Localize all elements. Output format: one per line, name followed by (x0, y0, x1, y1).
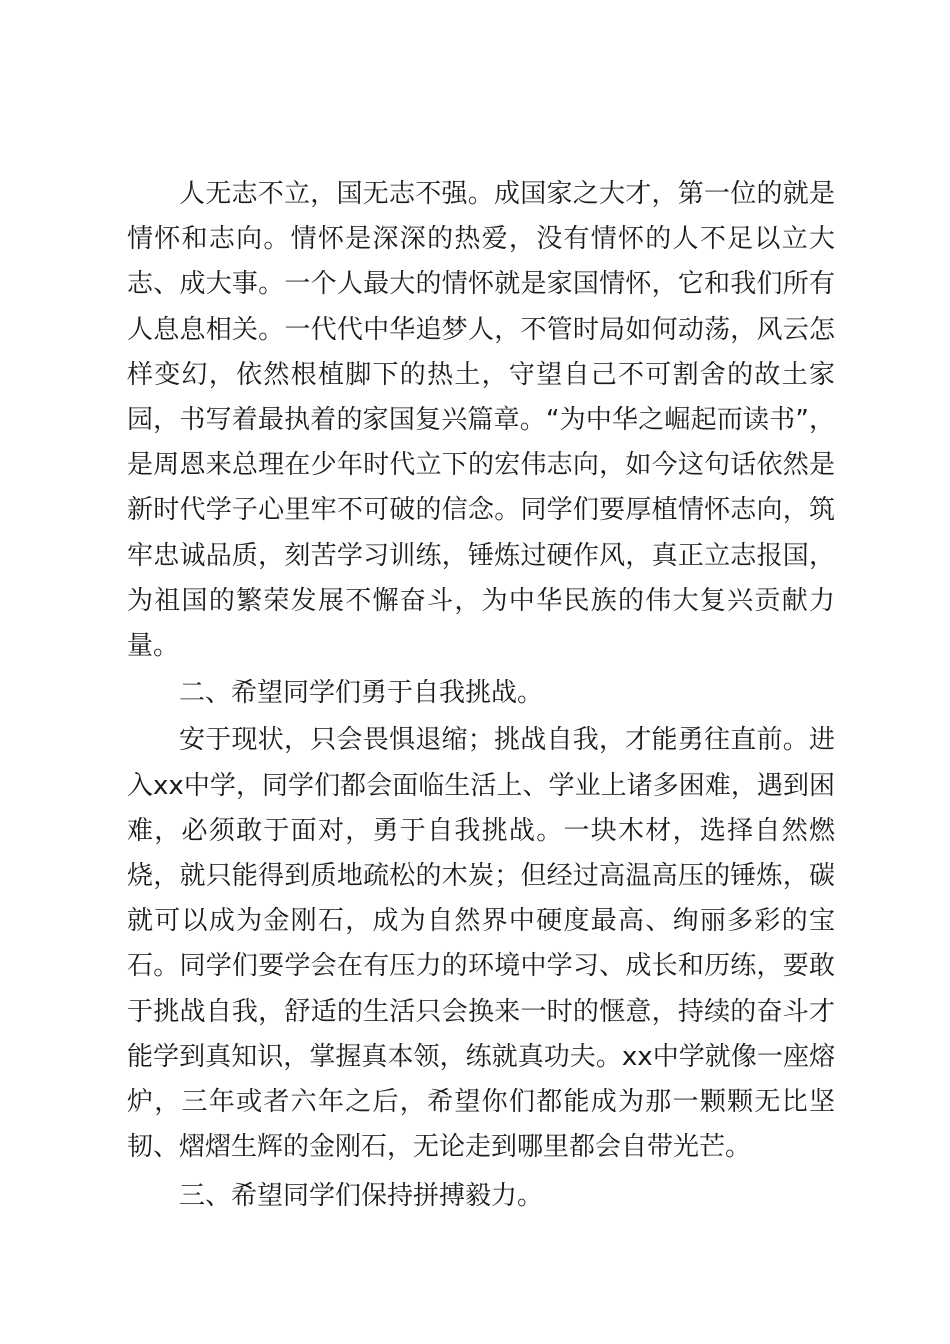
paragraph-self-challenge: 安于现状，只会畏惧退缩；挑战自我，才能勇往直前。进入xx中学，同学们都会面临生活上、学业上诸多困难，遇到困难，必须敢于面对，勇于自我挑战。一块木材，选择自然燃烧，就只能得到质地疏松的木炭；但经过高温高压的锤炼，碳就可以成为金刚石，成为自然界中硬度最高、绚丽多彩的宝石。同学们要学会在有压力的环境中学习、成长和历练，要敢于挑战自我，舒适的生活只会换来一时的惬意，持续的奋斗才能学到真知识，掌握真本领，练就真功夫。xx中学就像一座熔炉，三年或者六年之后，希望你们都能成为那一颗颗无比坚韧、熠熠生辉的金刚石，无论走到哪里都会自带光芒。 (127, 725, 835, 1163)
paragraph-ambition: 人无志不立，国无志不强。成国家之大才，第一位的就是情怀和志向。情怀是深深的热爱，没有情怀的人不足以立大志、成大事。一个人最大的情怀就是家国情怀，它和我们所有人息息相关。一代代中华追梦人，不管时局如何动荡，风云怎样变幻，依然根植脚下的热土，守望自己不可割舍的故土家园，书写着最执着的家国复兴篇章。“为中华之崛起而读书”，是周恩来总理在少年时代立下的宏伟志向，如今这句话依然是新时代学子心里牢不可破的信念。同学们要厚植情怀志向，筑牢忠诚品质，刻苦学习训练，锤炼过硬作风，真正立志报国，为祖国的繁荣发展不懈奋斗，为中华民族的伟大复兴贡献力量。 (127, 179, 835, 662)
document-body (127, 172, 835, 1220)
heading-self-challenge: 二、希望同学们勇于自我挑战。 (179, 678, 544, 709)
heading-perseverance: 三、希望同学们保持拼搏毅力。 (179, 1181, 544, 1212)
